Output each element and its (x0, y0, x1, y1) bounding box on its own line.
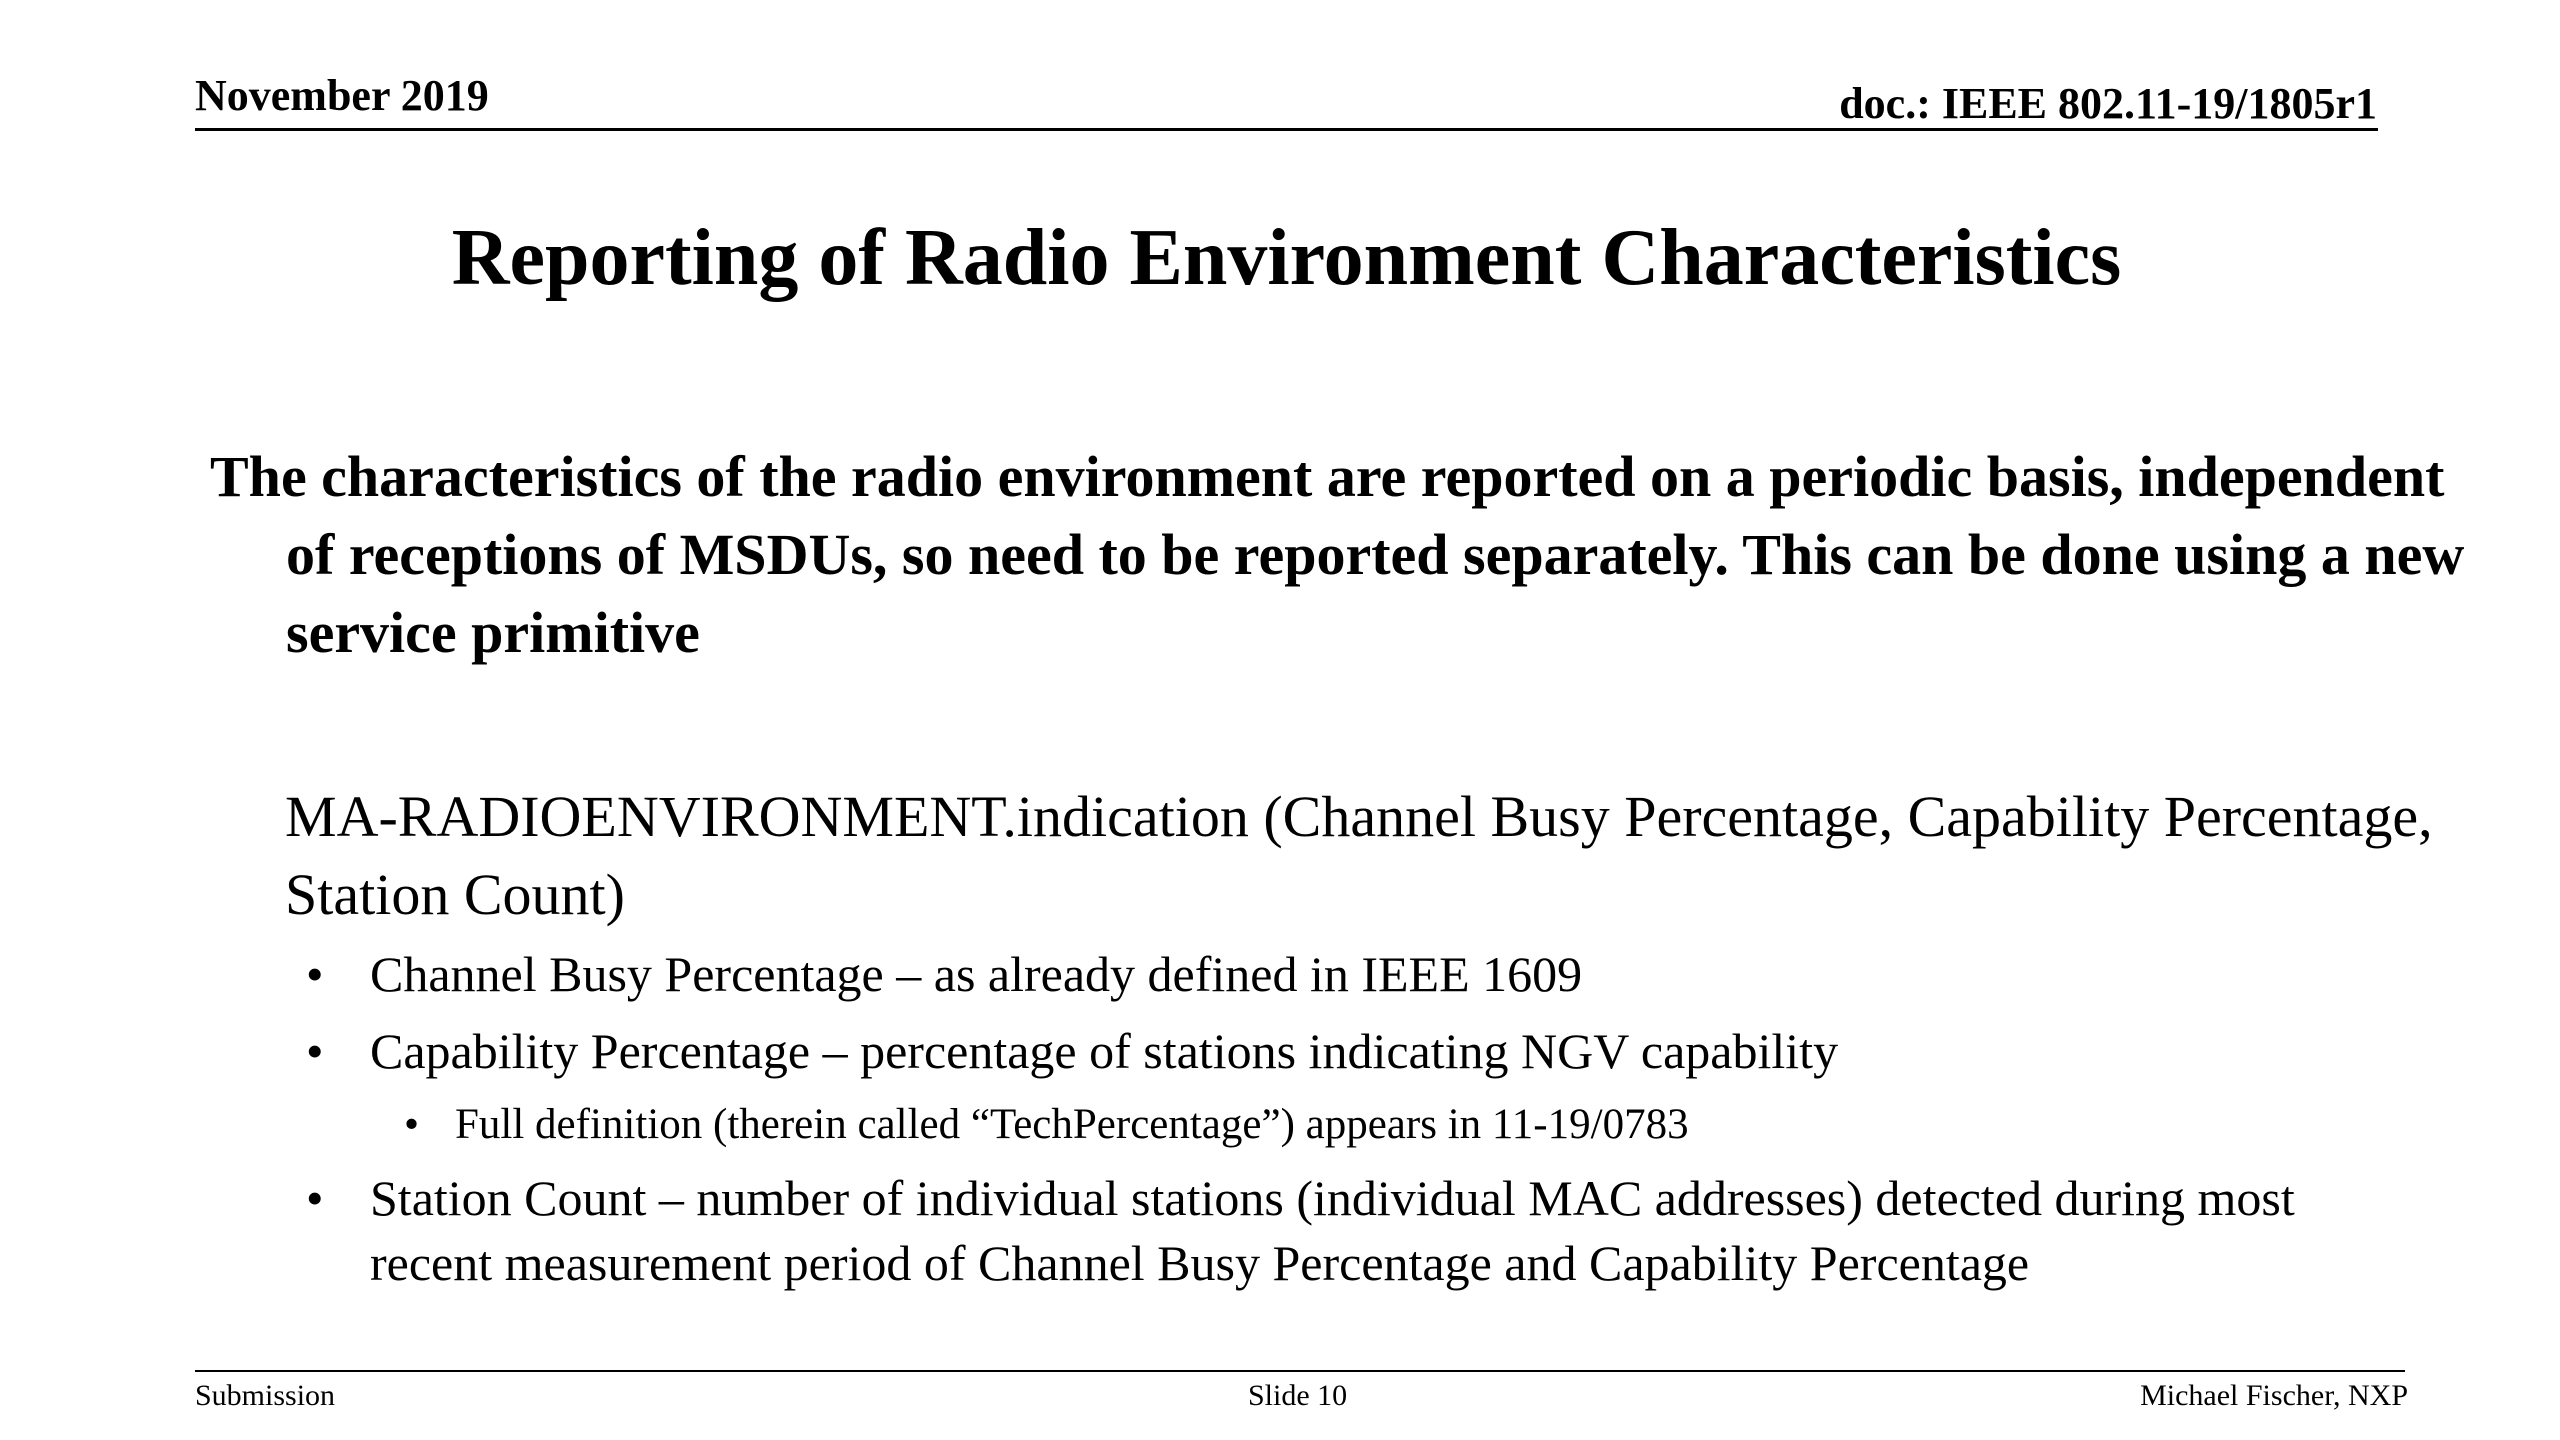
list-item (300, 942, 2390, 1007)
footer-submission: Submission (195, 1379, 336, 1412)
sub-bullet-text: Full definition (therein called “TechPercentage”) appears in 11-19/0783 (455, 1101, 1689, 1148)
header-date: November 2019 (195, 71, 489, 120)
header-divider (195, 128, 2378, 131)
bullet-icon: • (306, 1023, 324, 1079)
slide-title: Reporting of Radio Environment Characteristics (451, 214, 2122, 302)
list-item (300, 1096, 2390, 1154)
intro-paragraph: The characteristics of the radio environment are reported on a periodic basis, independent of receptions of MSDUs, so need to be reported separately. This can be done using a new service primitive (210, 444, 2465, 665)
bullet-list (300, 942, 2390, 1308)
footer-divider (195, 1370, 2405, 1372)
header-doc-id: doc.: IEEE 802.11-19/1805r1 (1839, 79, 2377, 128)
bullet-icon: • (306, 946, 324, 1002)
list-item (300, 1019, 2390, 1084)
bullet-text: Channel Busy Percentage – as already defined in IEEE 1609 (370, 946, 1583, 1002)
service-primitive: MA-RADIOENVIRONMENT.indication (Channel Busy Percentage, Capability Percentage, Station Count) (285, 784, 2433, 927)
sub-bullet-icon: • (404, 1101, 420, 1148)
bullet-text: Station Count – number of individual stations (individual MAC addresses) detected during most recent measurement period of Channel Busy Percentage and Capability Percentage (370, 1170, 2295, 1291)
list-item (300, 1166, 2390, 1296)
bullet-icon: • (306, 1170, 324, 1226)
footer-author: Michael Fischer, NXP (2140, 1379, 2408, 1412)
bullet-text: Capability Percentage – percentage of stations indicating NGV capability (370, 1023, 1839, 1079)
footer-slide-number: Slide 10 (1248, 1379, 1348, 1412)
